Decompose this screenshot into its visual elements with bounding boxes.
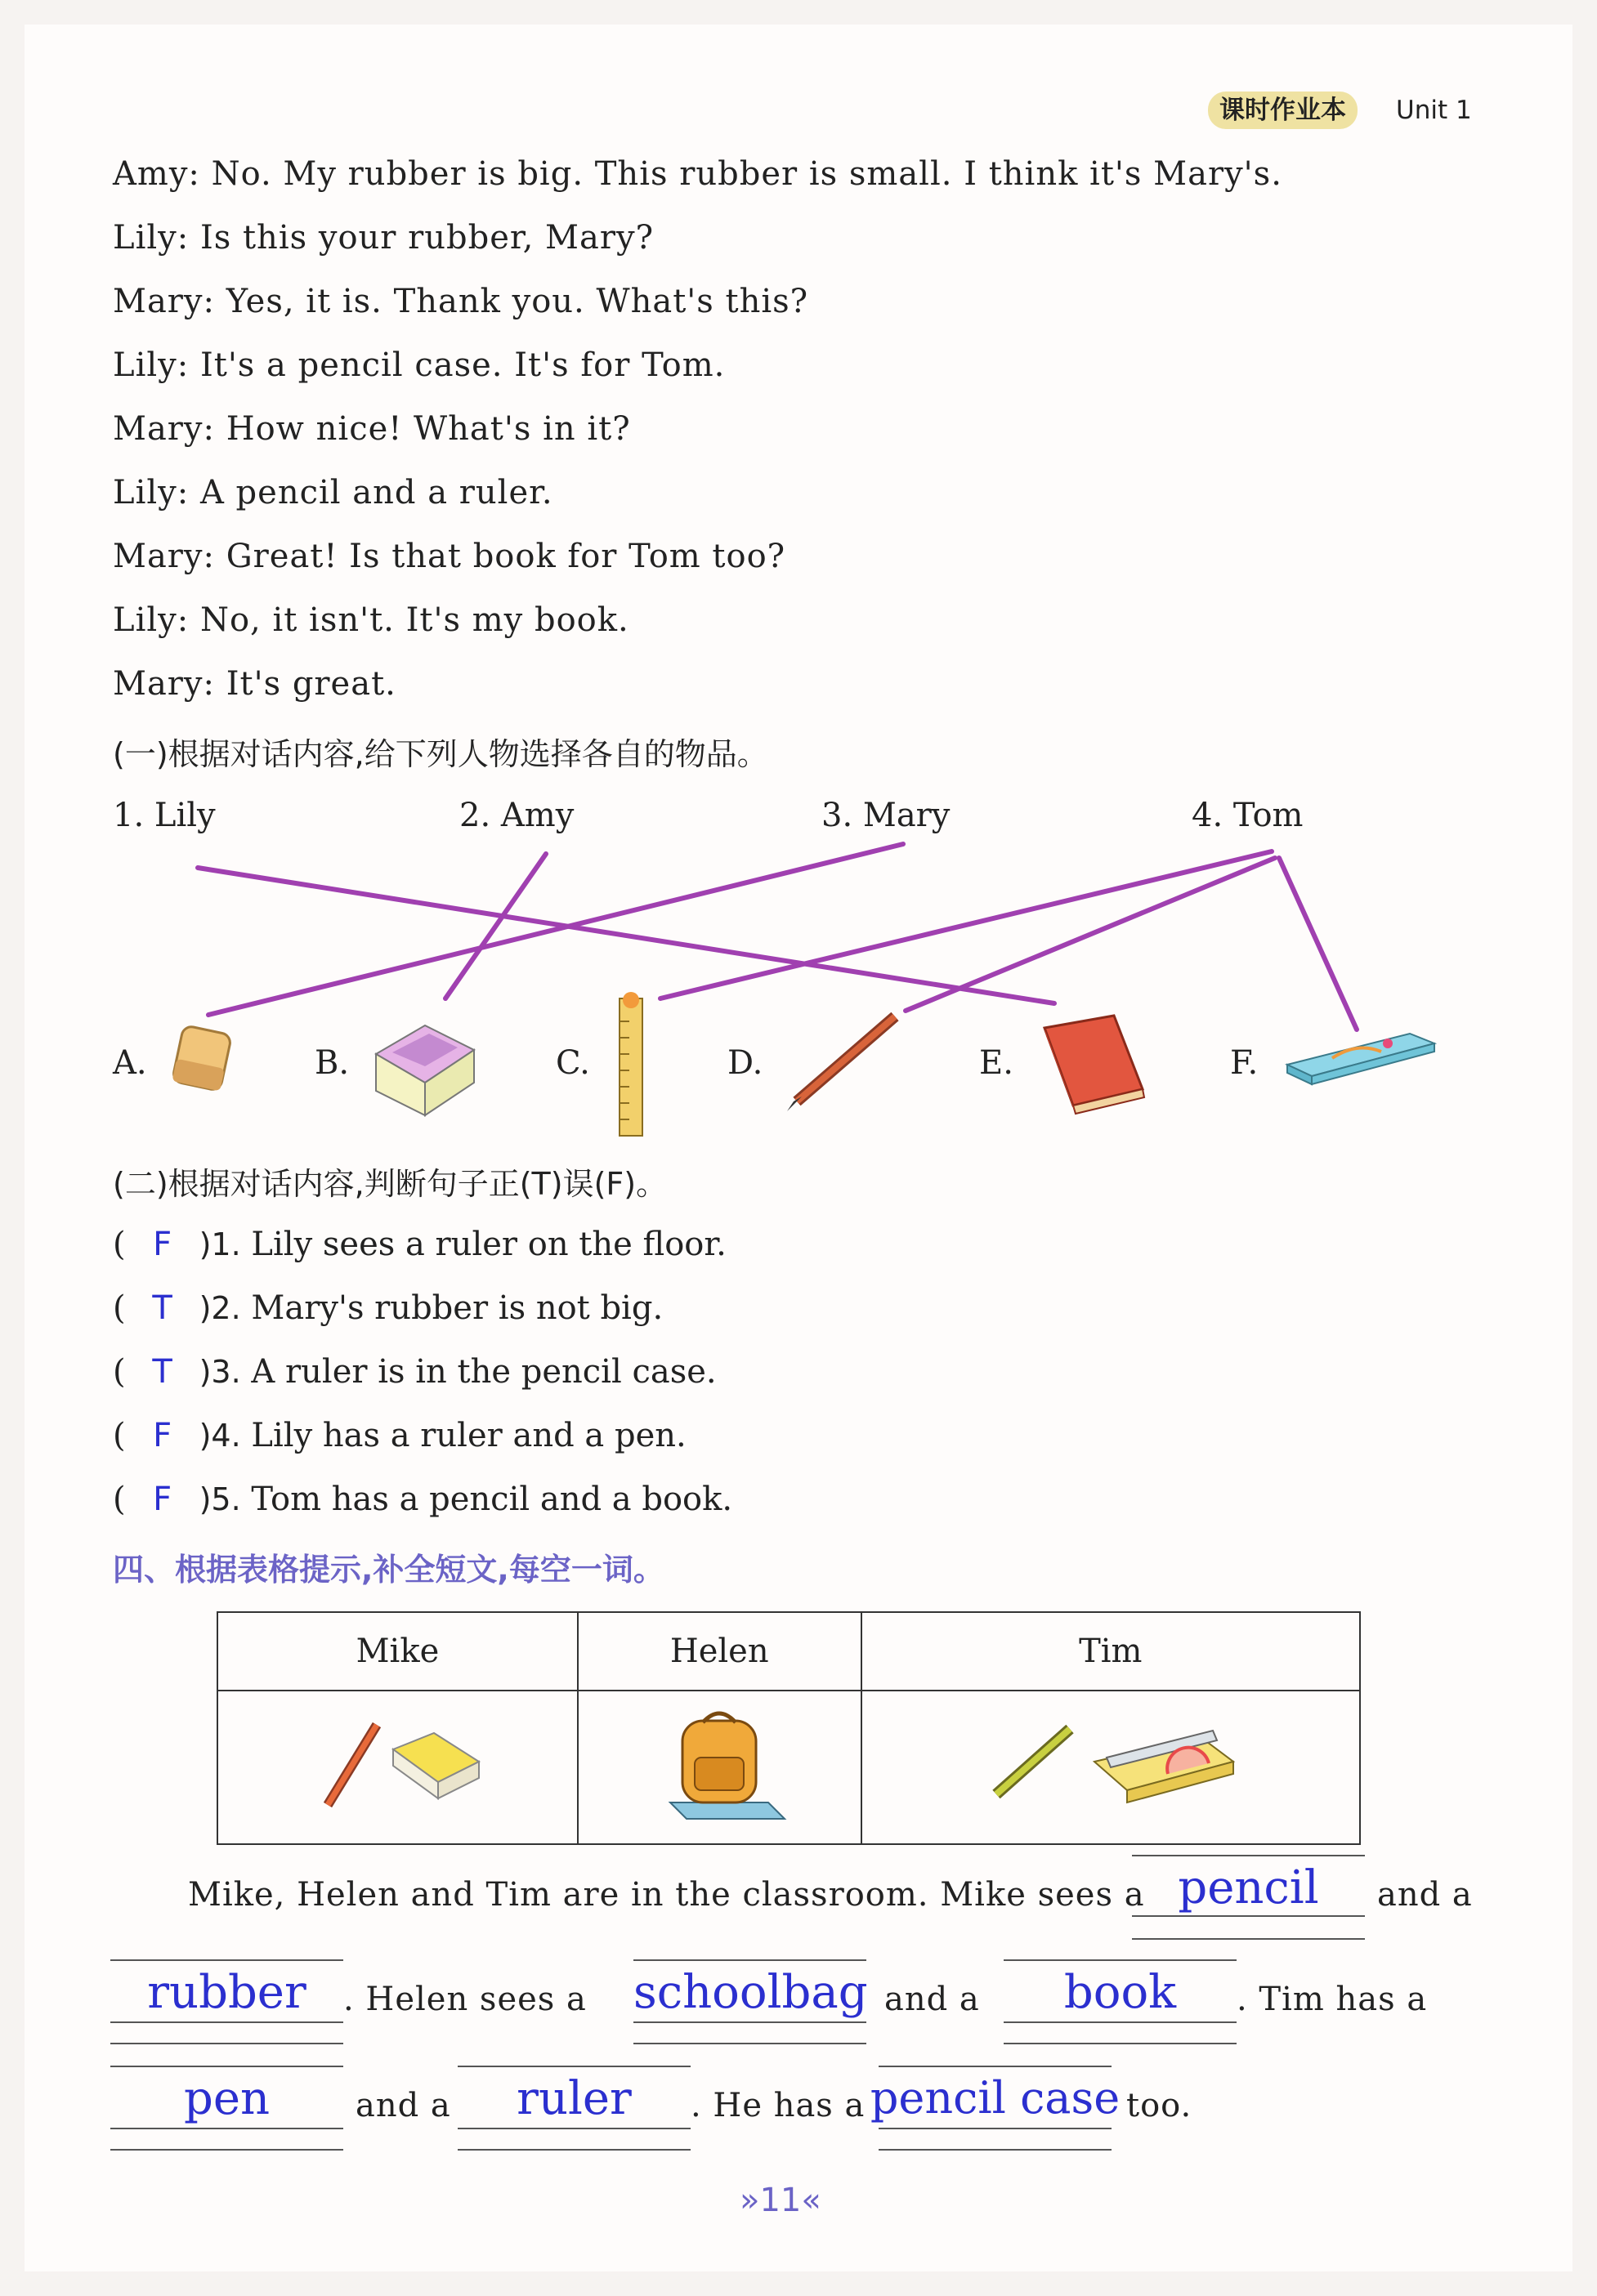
tf-statement: Tom has a pencil and a book. [251, 1481, 733, 1518]
table-header-helen: Helen [578, 1612, 861, 1691]
hint-table [217, 1611, 1361, 1845]
tf-number: )1. [199, 1226, 241, 1262]
book-badge: 课时作业本 [1208, 92, 1358, 129]
schoolbag-and-book-icon [646, 1704, 793, 1827]
tf-answer: T [152, 1289, 172, 1327]
blank-guide-line [458, 2149, 691, 2151]
ruler-icon [615, 989, 647, 1140]
rubber-small-icon [168, 1021, 241, 1103]
pencil-icon [781, 1012, 903, 1114]
blank-1-answer: pencil [1178, 1861, 1319, 1914]
dialogue-line: Mary: Great! Is that book for Tom too? [113, 538, 786, 575]
blank-4-line [1004, 2021, 1237, 2023]
blank-guide-line [110, 1959, 343, 1961]
blank-guide-line [633, 2043, 866, 2044]
dialogue-line: Lily: A pencil and a ruler. [113, 474, 553, 511]
person-lily: 1. Lily [113, 797, 216, 834]
tf-answer: F [153, 1417, 172, 1454]
tf-statement: A ruler is in the pencil case. [251, 1353, 717, 1391]
tf-answer: F [153, 1226, 172, 1263]
blank-guide-line [879, 2066, 1112, 2067]
pen-ruler-pencil-case-icon [980, 1713, 1241, 1819]
blank-4-answer: book [1063, 1966, 1177, 2019]
item-label-c: C. [556, 1044, 590, 1082]
dialogue-line: Mary: Yes, it is. Thank you. What's this? [113, 283, 809, 320]
tf-row-3: ( T )3. A ruler is in the pencil case. [113, 1353, 717, 1391]
table-header-tim: Tim [861, 1612, 1360, 1691]
blank-guide-line [879, 2149, 1112, 2151]
tf-row-1: ( F )1. Lily sees a ruler on the floor. [113, 1226, 727, 1263]
table-header-mike: Mike [217, 1612, 578, 1691]
blank-guide-line [1004, 1959, 1237, 1961]
book-icon [1036, 1012, 1151, 1118]
tf-statement: Mary's rubber is not big. [251, 1289, 664, 1327]
rubber-big-icon [368, 1013, 482, 1119]
part1-title: (一)根据对话内容,给下列人物选择各自的物品。 [113, 736, 768, 772]
dialogue-line: Amy: No. My rubber is big. This rubber is small. I think it's Mary's. [113, 155, 1282, 193]
unit-label: Unit 1 [1396, 96, 1472, 125]
blank-guide-line [110, 2043, 343, 2044]
tf-number: )4. [199, 1418, 241, 1454]
tf-row-4: ( F )4. Lily has a ruler and a pen. [113, 1417, 687, 1454]
blank-7-line [879, 2128, 1112, 2129]
part3-title: 四、根据表格提示,补全短文,每空一词。 [113, 1552, 664, 1588]
person-tom: 4. Tom [1192, 797, 1304, 834]
passage-and-a: and a [1377, 1876, 1473, 1914]
tim-items-cell [861, 1691, 1360, 1844]
dialogue-line: Lily: Is this your rubber, Mary? [113, 219, 655, 257]
blank-2-answer: rubber [147, 1966, 306, 2019]
mike-items-cell [217, 1691, 578, 1844]
dialogue-line: Lily: It's a pencil case. It's for Tom. [113, 346, 726, 384]
passage-he-has: . He has a [691, 2087, 866, 2124]
pencil-and-rubber-icon [303, 1717, 491, 1815]
tf-number: )5. [199, 1481, 241, 1517]
tf-number: )3. [199, 1354, 241, 1390]
item-label-e: E. [979, 1044, 1013, 1082]
blank-6-answer: ruler [517, 2072, 632, 2125]
arrow-left-icon: « [801, 2182, 821, 2219]
passage-line-1: Mike, Helen and Tim are in the classroom. Mike sees a [188, 1876, 1145, 1914]
page-number-value: 11 [759, 2182, 802, 2219]
tf-answer: T [152, 1353, 172, 1391]
passage-and-a-3: and a [356, 2087, 451, 2124]
page-number [740, 2182, 821, 2219]
pencil-case-icon [1283, 1025, 1438, 1091]
tf-number: )2. [199, 1290, 241, 1326]
passage-and-a-2: and a [884, 1981, 980, 2018]
person-amy: 2. Amy [459, 797, 575, 834]
tf-statement: Lily has a ruler and a pen. [251, 1417, 687, 1454]
blank-guide-line [110, 2066, 343, 2067]
blank-1-line [1132, 1915, 1365, 1917]
item-label-a: A. [113, 1044, 147, 1082]
blank-guide-line [1132, 1855, 1365, 1856]
blank-3-line [633, 2021, 866, 2023]
person-mary: 3. Mary [821, 797, 951, 834]
dialogue-line: Lily: No, it isn't. It's my book. [113, 601, 629, 639]
helen-items-cell [578, 1691, 861, 1844]
blank-guide-line [1004, 2043, 1237, 2044]
passage-too: too. [1126, 2087, 1192, 2124]
item-label-d: D. [727, 1044, 763, 1082]
blank-guide-line [633, 1959, 866, 1961]
blank-guide-line [110, 2149, 343, 2151]
dialogue-line: Mary: It's great. [113, 665, 396, 703]
passage-tim-has: . Tim has a [1237, 1981, 1428, 2018]
blank-7-answer: pencil case [870, 2072, 1121, 2124]
blank-5-answer: pen [183, 2072, 271, 2125]
blank-6-line [458, 2128, 691, 2129]
arrow-right-icon: » [740, 2182, 760, 2219]
tf-answer: F [153, 1481, 172, 1518]
tf-row-2: ( T )2. Mary's rubber is not big. [113, 1289, 664, 1327]
item-label-b: B. [315, 1044, 350, 1082]
tf-statement: Lily sees a ruler on the floor. [251, 1226, 727, 1263]
blank-2-line [110, 2021, 343, 2023]
dialogue-line: Mary: How nice! What's in it? [113, 410, 631, 448]
tf-row-5: ( F )5. Tom has a pencil and a book. [113, 1481, 733, 1518]
blank-guide-line [458, 2066, 691, 2067]
blank-guide-line [1132, 1938, 1365, 1940]
part2-title: (二)根据对话内容,判断句子正(T)误(F)。 [113, 1166, 668, 1202]
passage-helen-sees: . Helen sees a [343, 1981, 587, 2018]
blank-3-answer: schoolbag [633, 1966, 868, 2019]
item-label-f: F. [1230, 1044, 1259, 1082]
blank-5-line [110, 2128, 343, 2129]
